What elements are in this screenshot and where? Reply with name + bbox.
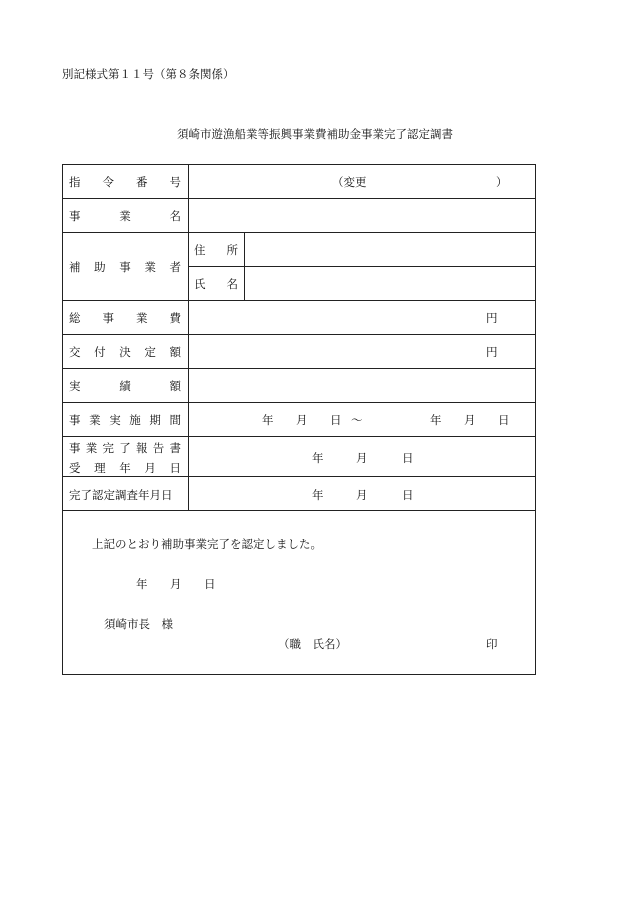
- cert-year: 年: [136, 577, 148, 591]
- report-year: 年: [312, 451, 324, 465]
- inspection-label: 完了認定調査年月日: [69, 488, 173, 502]
- start-day: 日: [330, 413, 342, 427]
- order-number-label: 指 令 番 号: [69, 175, 181, 189]
- inspection-month: 月: [356, 488, 368, 502]
- certification-statement: 上記のとおり補助事業完了を認定しました。: [92, 537, 322, 551]
- actual-amount-label: 実 績 額: [69, 379, 181, 393]
- addressee: 須崎市長 様: [104, 617, 173, 631]
- start-month: 月: [296, 413, 308, 427]
- inspection-day: 日: [402, 488, 414, 502]
- cert-month: 月: [170, 577, 182, 591]
- name-label: 氏 名: [194, 277, 238, 291]
- address-label: 住 所: [194, 243, 238, 257]
- decided-amount-label: 交 付 決 定 額: [69, 345, 181, 359]
- yen-unit: 円: [486, 311, 498, 325]
- end-year: 年: [430, 413, 442, 427]
- period-label: 事 業 実 施 期 間: [69, 413, 181, 427]
- start-year: 年: [262, 413, 274, 427]
- form-number: 別記様式第１１号（第８条関係）: [62, 67, 235, 81]
- inspection-year: 年: [312, 488, 324, 502]
- document-title: 須崎市遊漁船業等振興事業費補助金事業完了認定調書: [177, 127, 453, 141]
- report-day: 日: [402, 451, 414, 465]
- total-cost-label: 総 事 業 費: [69, 311, 181, 325]
- end-day: 日: [498, 413, 510, 427]
- change-open: （変更: [332, 175, 367, 189]
- subsidized-party-label: 補 助 事 業 者: [69, 260, 181, 274]
- yen-unit: 円: [486, 345, 498, 359]
- report-label-line2: 受 理 年 月 日: [69, 461, 181, 475]
- project-name-label: 事 業 名: [69, 209, 181, 223]
- report-label-line1: 事 業 完 了 報 告 書: [69, 441, 181, 455]
- end-month: 月: [464, 413, 476, 427]
- seal-mark: 印: [486, 637, 498, 651]
- official-name: （職 氏名）: [278, 637, 347, 651]
- change-close: ）: [496, 175, 508, 189]
- period-tilde: ～: [351, 413, 363, 427]
- report-month: 月: [356, 451, 368, 465]
- cert-day: 日: [204, 577, 216, 591]
